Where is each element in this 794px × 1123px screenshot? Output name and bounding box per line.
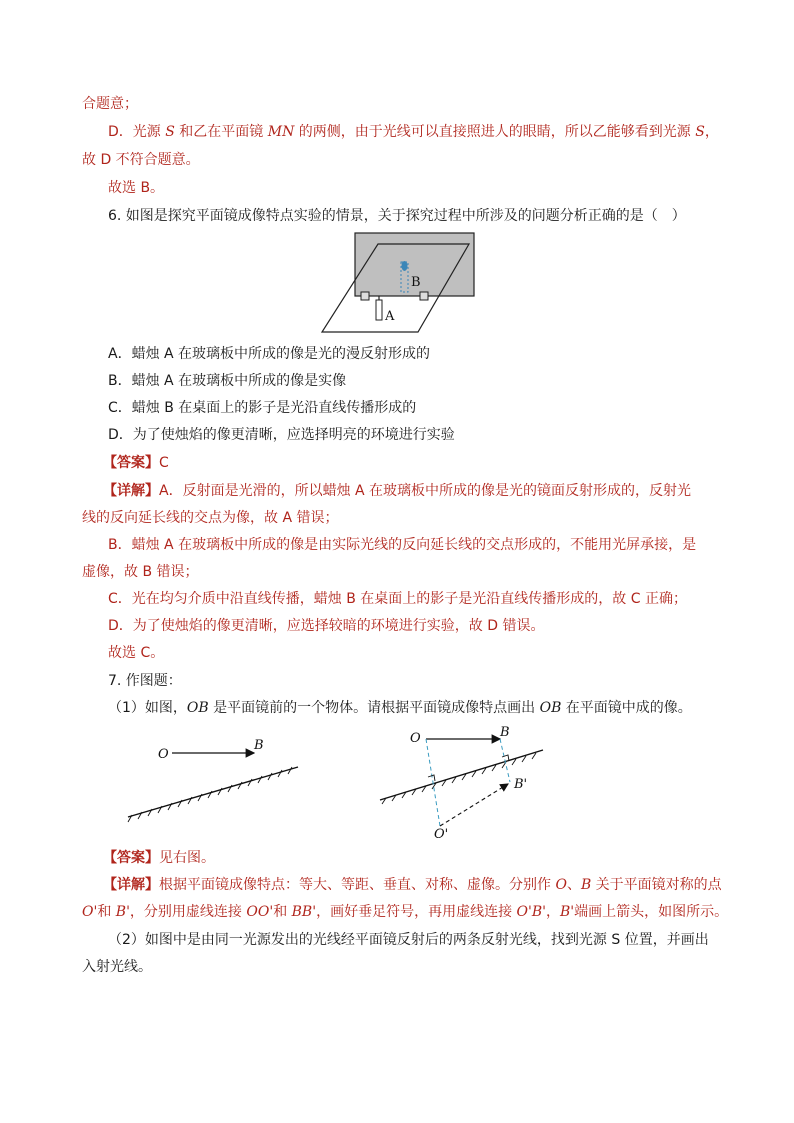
label-o: O (158, 747, 169, 762)
label-b: B (411, 275, 421, 290)
text-line: 合题意； (82, 96, 138, 112)
mirror-experiment-figure (318, 230, 478, 338)
label-b: B (500, 725, 510, 740)
text-line: 故选 C。 (108, 645, 165, 661)
text-line: 虚像，故 B 错误； (82, 564, 199, 580)
candle-b-flame (402, 261, 408, 271)
question-6: 6. 如图是探究平面镜成像特点实验的情景，关于探究过程中所涉及的问题分析正确的是（ ） (108, 208, 686, 224)
mirror-line (128, 767, 298, 817)
mirror-line (380, 750, 543, 800)
answer-6: 【答案】C (103, 455, 169, 471)
ob-mirror-figure-right (378, 722, 548, 840)
question-7-1: （1）如图，OB 是平面镜前的一个物体。请根据平面镜成像特点画出 OB 在平面镜中成的像。 (108, 700, 692, 716)
option-b: B．蜡烛 A 在玻璃板中所成的像是实像 (108, 373, 347, 389)
mirror-hatching (382, 753, 536, 804)
text-line: 线的反向延长线的交点为像，故 A 错误； (82, 510, 339, 526)
option-c: C．蜡烛 B 在桌面上的影子是光沿直线传播形成的 (108, 400, 417, 416)
text-line: 故选 B。 (108, 180, 165, 196)
detail-7: 【详解】根据平面镜成像特点：等大、等距、垂直、对称、虚像。分别作 O、B 关于平面镜对称的点 (103, 877, 722, 893)
text-line: C．光在均匀介质中沿直线传播，蜡烛 B 在桌面上的影子是光沿直线传播形成的，故 C 正确； (108, 591, 687, 607)
mirror-hatching (128, 767, 292, 822)
text-line: 入射光线。 (82, 959, 152, 975)
option-a: A．蜡烛 A 在玻璃板中所成的像是光的漫反射形成的 (108, 346, 431, 362)
text-line: D．光源 S 和乙在平面镜 MN 的两侧，由于光线可以直接照进人的眼睛，所以乙能够看到光源 S， (108, 124, 719, 140)
label-o: O (410, 731, 421, 746)
label-o-prime: O' (434, 827, 449, 840)
support-block (420, 292, 428, 300)
answer-7: 【答案】见右图。 (103, 850, 215, 866)
option-d: D．为了使烛焰的像更清晰，应选择明亮的环境进行实验 (108, 427, 455, 443)
text-line: D．为了使烛焰的像更清晰，应选择较暗的环境进行实验，故 D 错误。 (108, 618, 545, 634)
label-b-prime: B' (514, 777, 528, 792)
text-line: 故 D 不符合题意。 (82, 152, 200, 168)
text-line: B．蜡烛 A 在玻璃板中所成的像是由实际光线的反向延长线的交点形成的，不能用光屏承接，是 (108, 537, 697, 553)
ob-mirror-figure-left (120, 735, 305, 825)
label-a: A (385, 309, 395, 324)
label-b: B (254, 738, 264, 753)
right-angle-mark (428, 775, 435, 781)
support-block (361, 292, 369, 300)
question-7: 7. 作图题： (108, 673, 182, 689)
candle-a (376, 300, 382, 320)
text-line: O'和 B'，分别用虚线连接 OO'和 BB'，画好垂足符号，再用虚线连接 O'B'，B'端画上箭头，如图所示。 (82, 904, 729, 920)
image-o-b (440, 784, 508, 826)
question-7-2: （2）如图中是由同一光源发出的光线经平面镜反射后的两条反射光线，找到光源 S 位置，并画出 (108, 932, 709, 948)
detail-6: 【详解】A．反射面是光滑的，所以蜡烛 A 在玻璃板中所成的像是光的镜面反射形成的，反射光 (103, 483, 692, 499)
